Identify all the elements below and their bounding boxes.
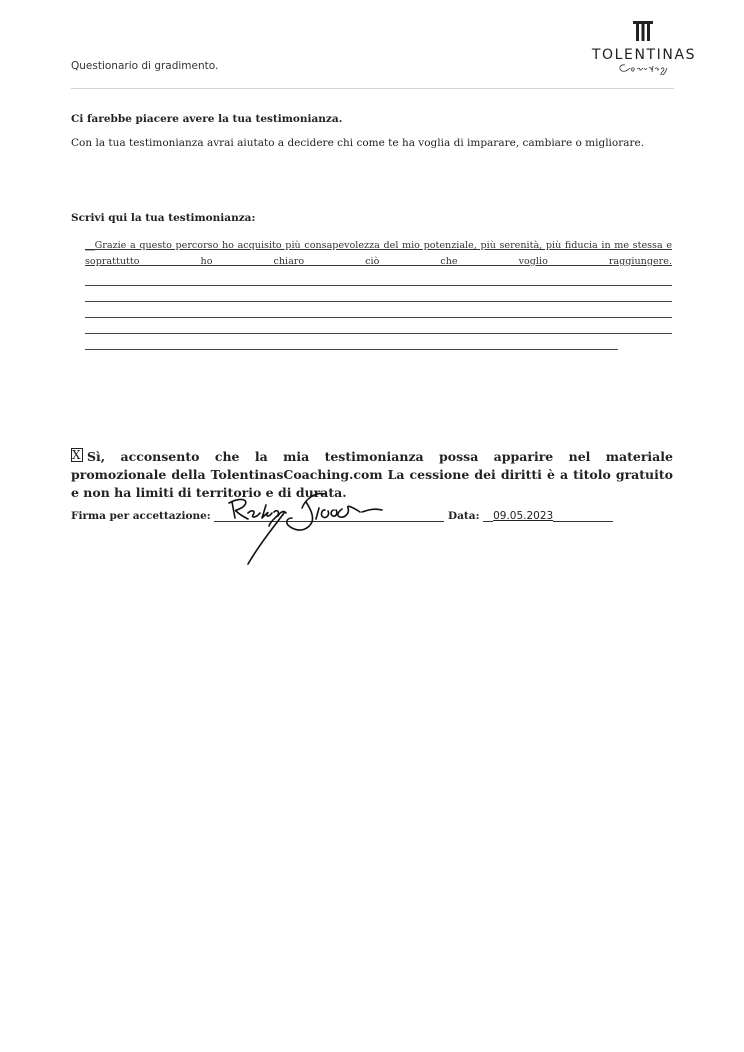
signature-label: Firma per accettazione: [71,510,211,522]
logo-wordmark: TOLENTINAS [591,47,697,63]
blank-line [85,318,672,334]
testimony-line-1: __Grazie a questo percorso ho acquisito più consapevolezza del mio potenziale, più serenità, più fiducia in me stessa e [85,240,672,251]
blank-line [85,286,672,302]
consent-text: Sì, acconsento che la mia testimonianza possa apparire nel materiale promozionale della TolentinasCoaching.com La cessione dei diritti è a titolo gratuito e non ha limiti di territorio e di durata. [71,449,673,500]
date-label: Data: [448,510,480,522]
document-header-title: Questionario di gradimento. [71,60,219,72]
testimony-text-area [85,238,672,350]
logo-script-coaching [617,61,677,75]
checkbox-mark-icon: X [72,448,81,462]
logo-pillar-icon [632,20,654,42]
testimony-line-2: soprattutto ho chiaro ciò che voglio raggiungere. [85,256,672,267]
date-field-prefix [483,509,493,522]
blank-line [85,334,618,350]
header-divider [71,88,674,89]
company-logo [589,20,699,74]
blank-line [85,270,672,286]
testimony-label: Scrivi qui la tua testimonianza: [71,212,256,224]
section-heading: Ci farebbe piacere avere la tua testimonianza. [71,113,343,125]
date-field-suffix [553,509,613,522]
section-intro: Con la tua testimonianza avrai aiutato a decidere chi come te ha voglia di imparare, cambiare o migliorare. [71,137,645,149]
blank-line [85,302,672,318]
date-value[interactable]: 09.05.2023 [493,510,554,522]
consent-checkbox[interactable] [71,448,83,462]
handwritten-signature [222,488,402,570]
